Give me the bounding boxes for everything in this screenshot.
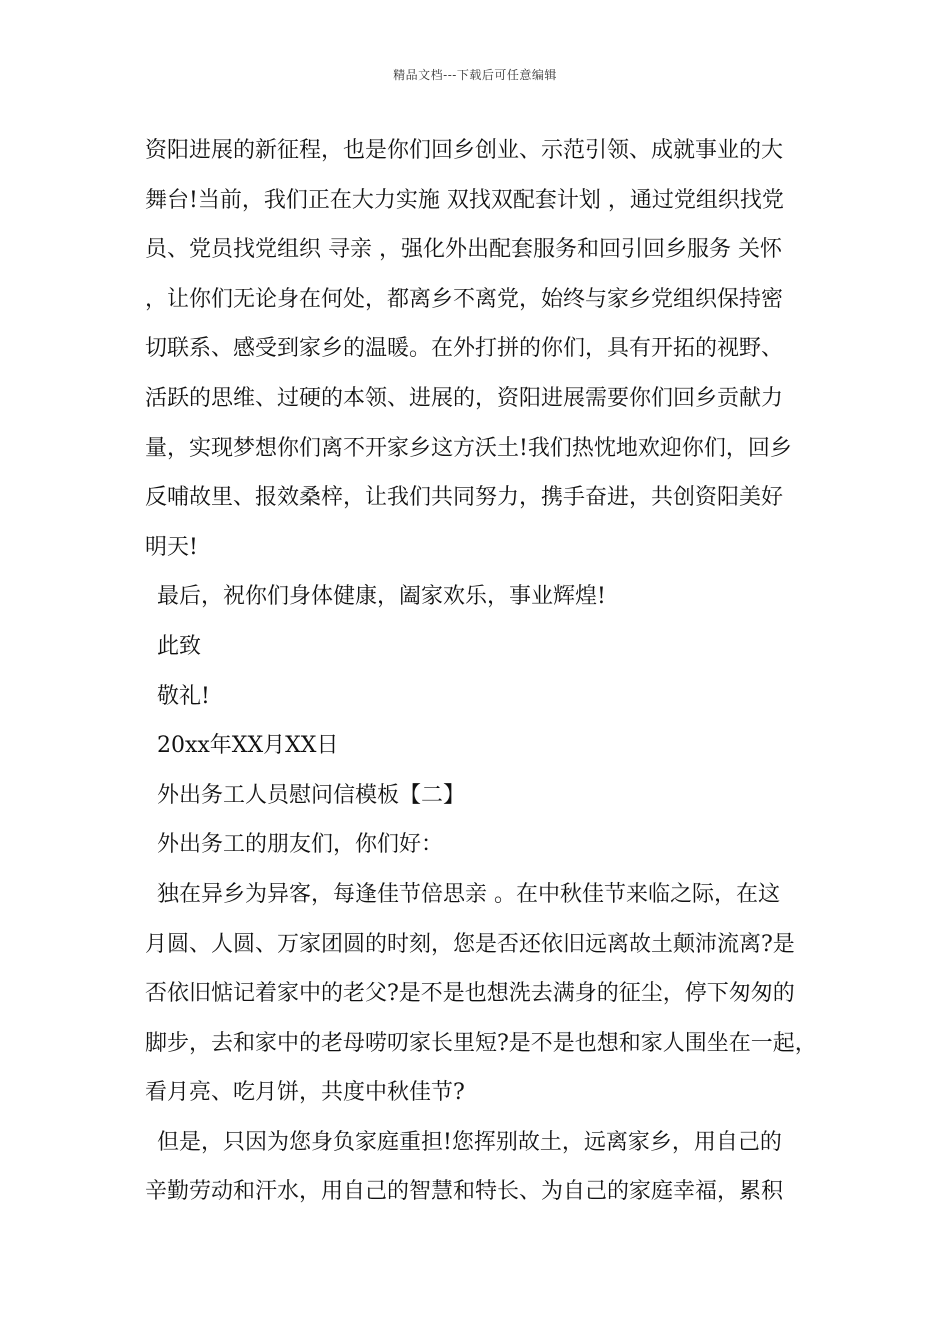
text-line: 独在异乡为异客，每逢佳节倍思亲 。在中秋佳节来临之际，在这 [157,881,780,907]
text-line: 反哺故里、报效桑梓，让我们共同努力，携手奋进，共创资阳美好 [145,485,784,511]
text-line: 辛勤劳动和汗水，用自己的智慧和特长、为自己的家庭幸福，累积 [145,1179,784,1205]
section-title: 外出务工人员慰问信模板【二】 [157,782,466,808]
text-line: 看月亮、吃月饼，共度中秋佳节? [145,1080,465,1106]
salutation-jingli: 敬礼! [157,683,210,709]
closing-wish: 最后，祝你们身体健康，阖家欢乐，事业辉煌! [157,584,606,610]
text-line: 月圆、人圆、万家团圆的时刻，您是否还依旧远离故土颠沛流离?是 [145,931,795,957]
page-header: 精品文档---下载后可任意编辑 [393,68,557,82]
text-line: 资阳进展的新征程，也是你们回乡创业、示范引领、成就事业的大 [145,138,784,163]
text-line: 明天! [145,534,198,560]
text-line: 切联系、感受到家乡的温暖。在外打拼的你们，具有开拓的视野、 [145,336,784,362]
text-line: 否依旧惦记着家中的老父?是不是也想洗去满身的征尘，停下匆匆的 [145,981,795,1007]
text-line: 员、党员找党组织 寻亲 ，强化外出配套服务和回引回乡服务 关怀 [145,237,782,263]
text-line: ，让你们无论身在何处，都离乡不离党，始终与家乡党组织保持密 [145,286,784,312]
text-line: 量，实现梦想你们离不开家乡这方沃土!我们热忱地欢迎你们，回乡 [145,435,792,461]
text-line: 脚步，去和家中的老母唠叨家长里短?是不是也想和家人围坐在一起， [145,1030,817,1056]
salutation-zhizhi: 此致 [157,633,202,659]
text-line: 舞台!当前，我们正在大力实施 双找双配套计划 ，通过党组织找党 [145,187,784,213]
letter-date: 20xx年XX月XX日 [157,733,339,759]
text-line: 但是，只因为您身负家庭重担!您挥别故土，远离家乡，用自己的 [157,1129,782,1155]
document-body [145,126,825,1217]
greeting: 外出务工的朋友们，你们好： [157,832,444,858]
text-line: 活跃的思维、过硬的本领、进展的，资阳进展需要你们回乡贡献力 [145,385,784,411]
